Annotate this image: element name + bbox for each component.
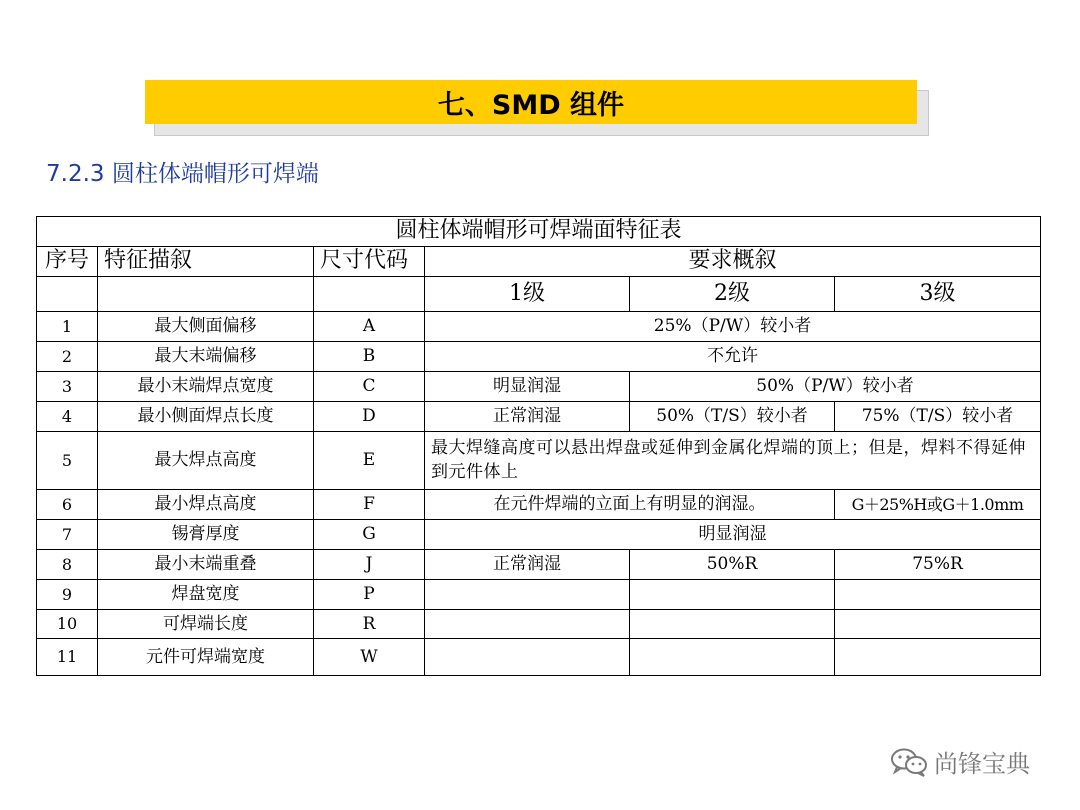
table-row <box>37 312 1041 342</box>
row-code: J <box>314 550 425 580</box>
row-feature: 最大末端偏移 <box>98 342 314 372</box>
watermark <box>890 744 1030 779</box>
row-class-2 <box>630 639 835 676</box>
table-row <box>37 550 1041 580</box>
row-feature: 可焊端长度 <box>98 610 314 639</box>
row-no: 5 <box>37 432 98 490</box>
row-class-1 <box>425 610 630 639</box>
row-feature: 最小侧面焊点长度 <box>98 402 314 432</box>
class-1-header: 1级 <box>425 277 630 312</box>
row-class-3 <box>835 639 1041 676</box>
row-class-1: 明显润湿 <box>425 372 630 402</box>
row-feature: 焊盘宽度 <box>98 580 314 610</box>
row-class-3: 75%（T/S）较小者 <box>835 402 1041 432</box>
row-class-2 <box>630 580 835 610</box>
row-feature: 最小末端焊点宽度 <box>98 372 314 402</box>
row-class-1: 正常润湿 <box>425 402 630 432</box>
table-row <box>37 580 1041 610</box>
table-row <box>37 342 1041 372</box>
table-title: 圆柱体端帽形可焊端面特征表 <box>37 217 1041 247</box>
row-class-3: G＋25%H或G＋1.0mm <box>835 490 1041 520</box>
row-feature: 最小焊点高度 <box>98 490 314 520</box>
header-code: 尺寸代码 <box>314 247 425 277</box>
header-blank <box>98 277 314 312</box>
row-class-2: 50%R <box>630 550 835 580</box>
section-banner <box>145 80 917 124</box>
header-blank <box>37 277 98 312</box>
row-no: 11 <box>37 639 98 676</box>
row-feature: 最小末端重叠 <box>98 550 314 580</box>
table-row <box>37 610 1041 639</box>
row-class-1 <box>425 639 630 676</box>
row-code: W <box>314 639 425 676</box>
row-feature: 元件可焊端宽度 <box>98 639 314 676</box>
header-seq: 序号 <box>37 247 98 277</box>
row-class-3 <box>835 580 1041 610</box>
row-code: R <box>314 610 425 639</box>
table-row <box>37 639 1041 676</box>
header-requirement: 要求概叙 <box>425 247 1041 277</box>
row-class-3 <box>835 610 1041 639</box>
row-code: A <box>314 312 425 342</box>
row-requirement: 不允许 <box>425 342 1041 372</box>
row-class-3: 75%R <box>835 550 1041 580</box>
table-row <box>37 402 1041 432</box>
class-3-header: 3级 <box>835 277 1041 312</box>
table-row <box>37 520 1041 550</box>
row-code: E <box>314 432 425 490</box>
row-class-1: 正常润湿 <box>425 550 630 580</box>
row-class-1 <box>425 580 630 610</box>
row-feature: 最大焊点高度 <box>98 432 314 490</box>
row-no: 7 <box>37 520 98 550</box>
row-feature: 最大侧面偏移 <box>98 312 314 342</box>
row-no: 9 <box>37 580 98 610</box>
wechat-icon <box>890 747 928 777</box>
header-blank <box>314 277 425 312</box>
row-code: G <box>314 520 425 550</box>
table-row <box>37 432 1041 490</box>
banner-title: 七、SMD 组件 <box>437 89 625 121</box>
row-no: 10 <box>37 610 98 639</box>
row-no: 8 <box>37 550 98 580</box>
row-requirement: 25%（P/W）较小者 <box>425 312 1041 342</box>
class-2-header: 2级 <box>630 277 835 312</box>
row-code: F <box>314 490 425 520</box>
row-code: C <box>314 372 425 402</box>
row-class-2: 50%（T/S）较小者 <box>630 402 835 432</box>
row-no: 6 <box>37 490 98 520</box>
row-requirement: 明显润湿 <box>425 520 1041 550</box>
row-feature: 锡膏厚度 <box>98 520 314 550</box>
row-no: 3 <box>37 372 98 402</box>
row-class-2-3: 50%（P/W）较小者 <box>630 372 1041 402</box>
row-code: B <box>314 342 425 372</box>
table-row <box>37 372 1041 402</box>
row-class-1-2: 在元件焊端的立面上有明显的润湿。 <box>425 490 835 520</box>
row-no: 2 <box>37 342 98 372</box>
feature-table <box>36 216 1041 676</box>
watermark-text: 尚锋宝典 <box>934 750 1030 778</box>
section-subtitle: 7.2.3 圆柱体端帽形可焊端 <box>46 161 319 187</box>
row-no: 4 <box>37 402 98 432</box>
header-feature: 特征描叙 <box>98 247 314 277</box>
row-code: D <box>314 402 425 432</box>
row-no: 1 <box>37 312 98 342</box>
row-code: P <box>314 580 425 610</box>
row-requirement: 最大焊缝高度可以悬出焊盘或延伸到金属化焊端的顶上；但是，焊料不得延伸到元件体上 <box>425 432 1041 490</box>
row-class-2 <box>630 610 835 639</box>
table-row <box>37 490 1041 520</box>
